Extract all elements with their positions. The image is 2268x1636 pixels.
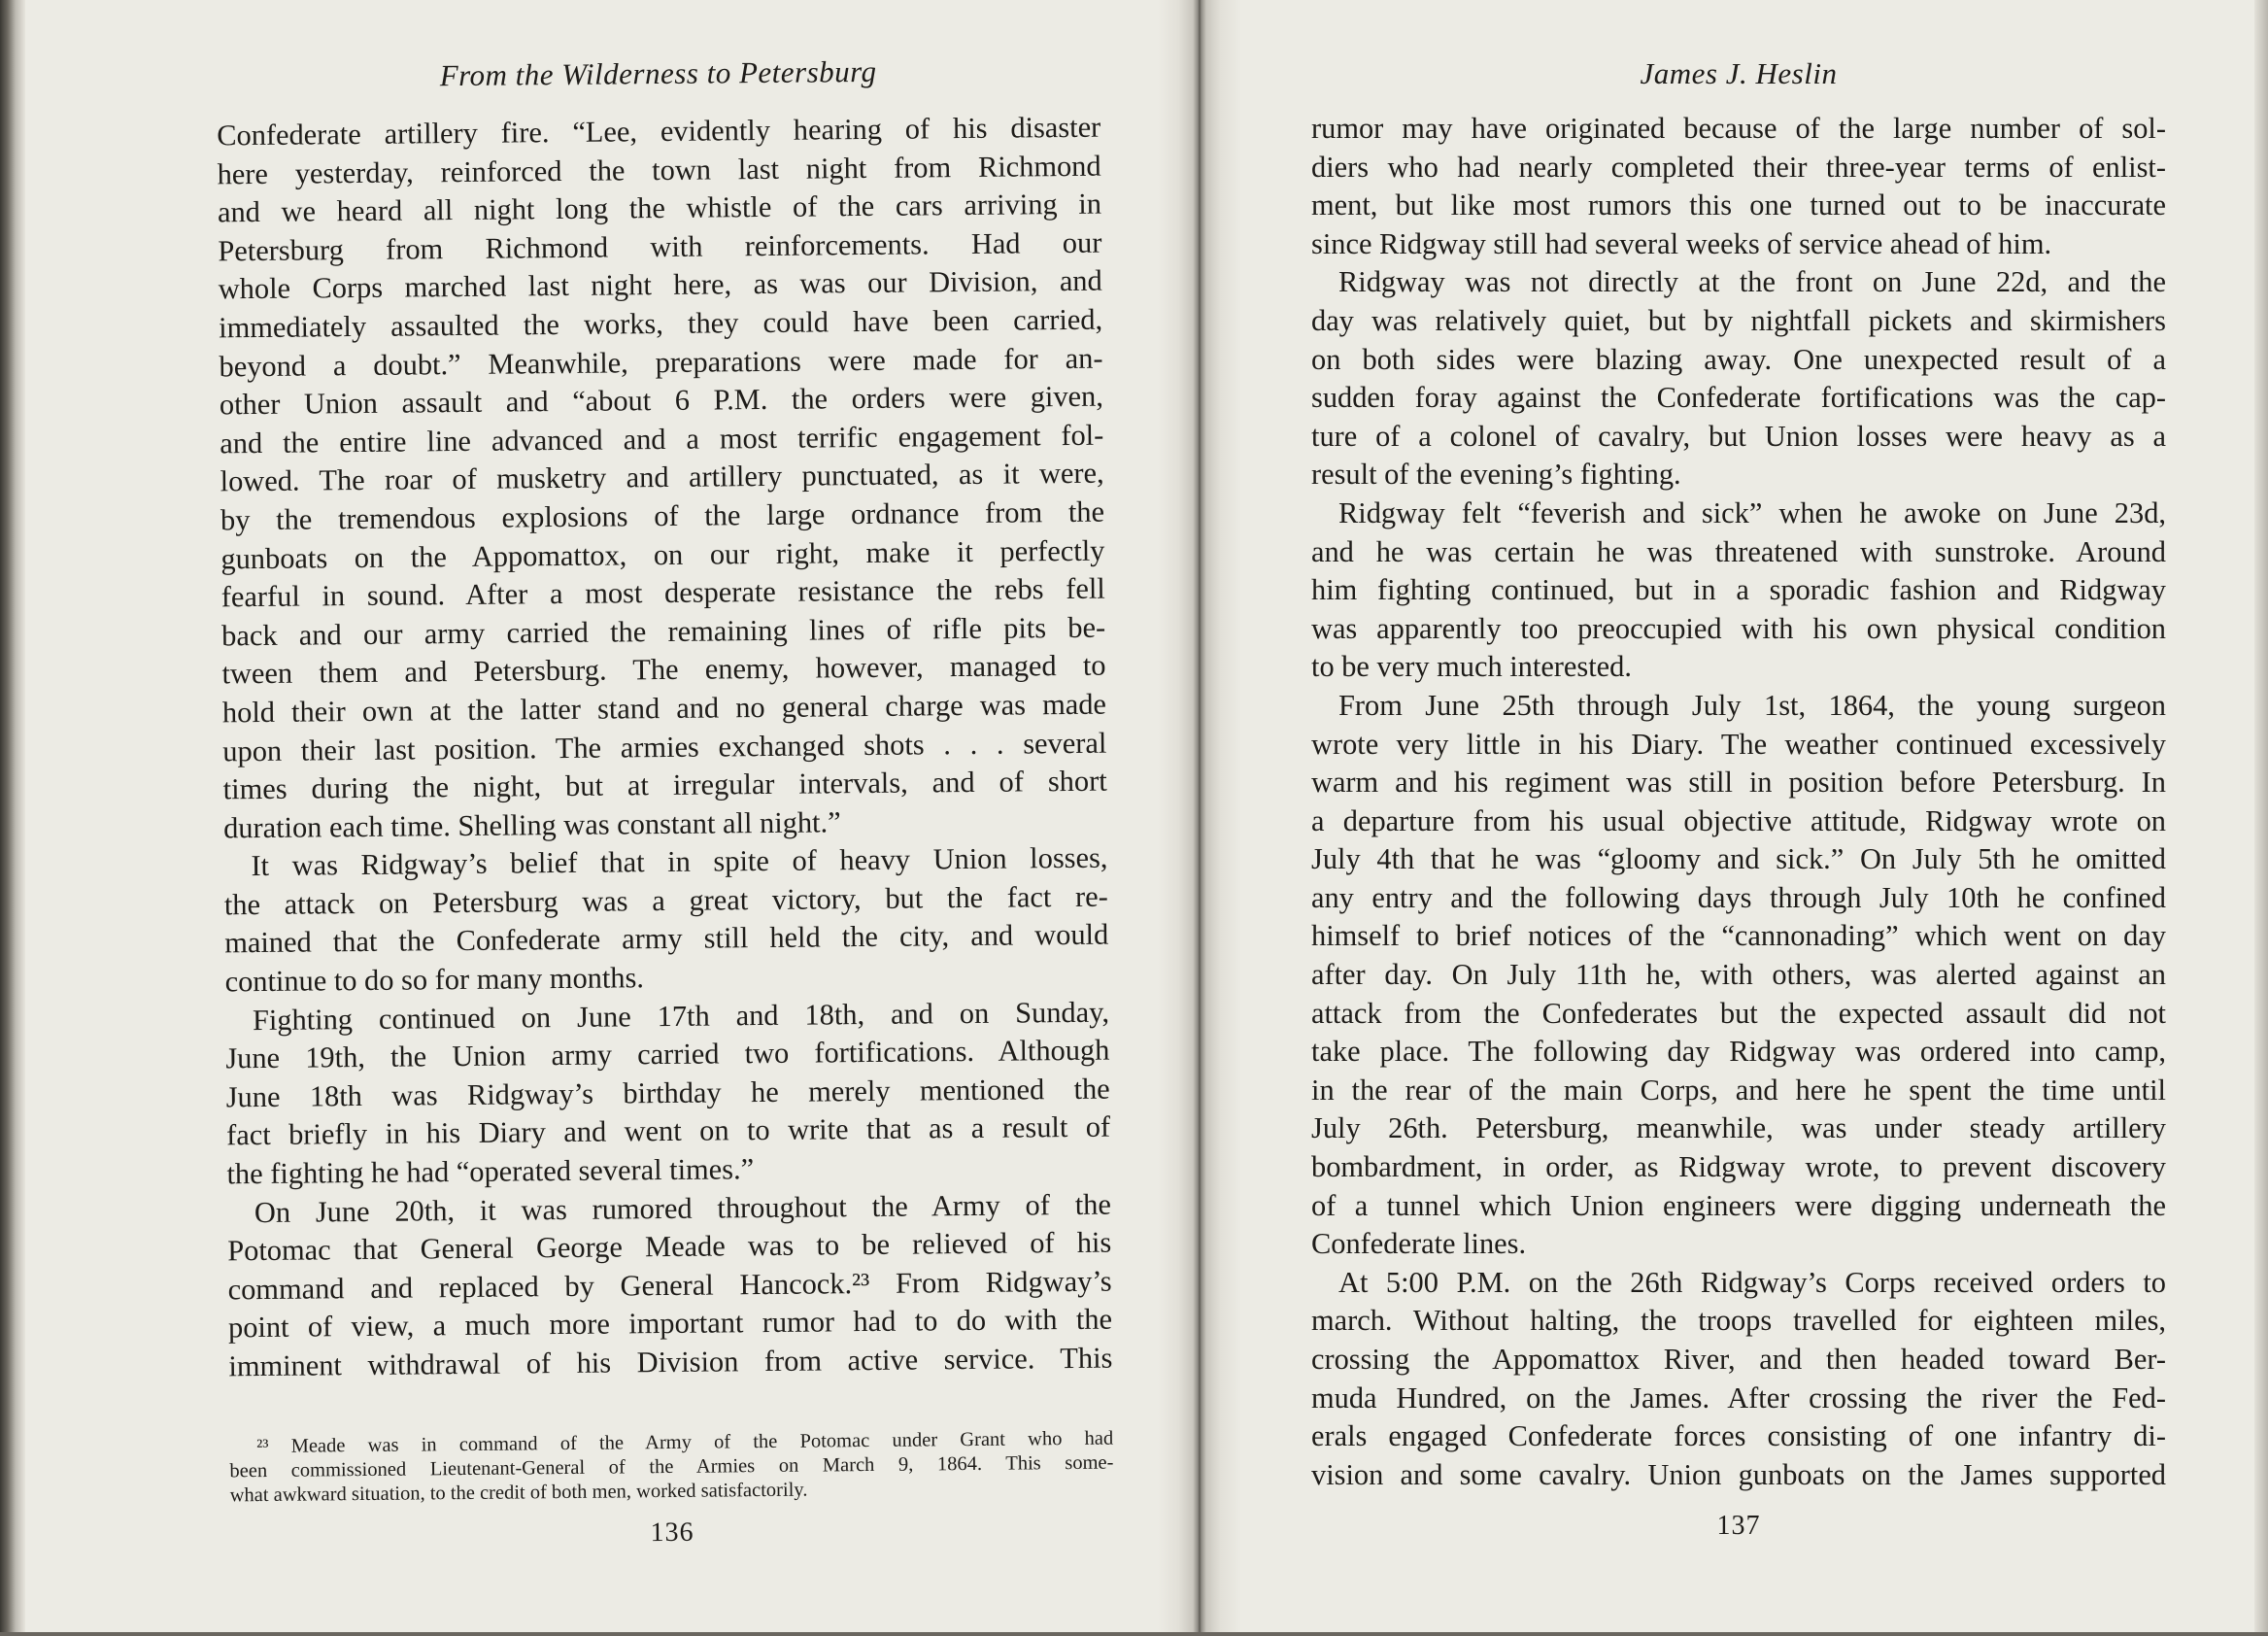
text-line: result of the evening’s fighting. <box>1311 458 1681 492</box>
text-line: since Ridgway still had several weeks of service ahead of him. <box>1311 226 2052 260</box>
text-line: At 5:00 P.M. on the 26th Ridgway’s Corps received orders to <box>1338 1265 2166 1299</box>
text-line: Ridgway was not directly at the front on June 22d, and the <box>1338 265 2166 299</box>
text-line: gunboats on the Appomattox, on our right, make it perfectly <box>220 533 1105 575</box>
text-line: fact briefly in his Diary and went on to write that as a result of <box>225 1110 1111 1152</box>
footnote-line: been commissioned Lieutenant-General of the Armies on March 9, 1864. This some- <box>229 1451 1114 1483</box>
text-line: lowed. The roar of musketry and artillery punctuated, as it were, <box>220 456 1104 498</box>
text-line: immediately assaulted the works, they could have been carried, <box>218 302 1103 345</box>
page-number: 137 <box>1716 1511 1761 1541</box>
text-line: It was Ridgway’s belief that in spite of heavy Union losses, <box>251 840 1108 883</box>
text-line: imminent withdrawal of his Division from active service. This <box>228 1341 1113 1383</box>
text-line: point of view, a much more important rumor had to do with the <box>227 1303 1113 1345</box>
text-line: June 19th, the Union army carried two fortifications. Although <box>225 1033 1110 1075</box>
text-line: Fighting continued on June 17th and 18th, and on Sunday, <box>252 995 1110 1037</box>
text-line: him fighting continued, but in a sporadic fashion and Ridgway <box>1311 573 2166 607</box>
text-line: bombardment, in order, as Ridgway wrote, to prevent discovery <box>1311 1150 2166 1184</box>
body-text <box>1311 110 2166 1494</box>
text-line: warm and his regiment was still in position before Petersburg. In <box>1311 766 2166 800</box>
text-line: on both sides were blazing away. One unexpected result of a <box>1311 342 2166 376</box>
text-line: vision and some cavalry. Union gunboats on the James supported <box>1311 1457 2166 1491</box>
footnote-line: what awkward situation, to the credit of both men, worked satisfactorily. <box>229 1479 808 1507</box>
text-line: duration each time. Shelling was constant all night.” <box>222 804 841 845</box>
body-text <box>217 109 1113 1386</box>
text-line: crossing the Appomattox River, and then headed toward Ber- <box>1311 1343 2166 1376</box>
text-line: was apparently too preoccupied with his own physical condition <box>1311 611 2166 645</box>
book-gutter <box>1158 0 1241 1632</box>
running-head: James J. Heslin <box>1640 56 1838 90</box>
text-line: Confederate lines. <box>1311 1227 1527 1261</box>
text-line: beyond a doubt.” Meanwhile, preparations were made for an- <box>219 341 1103 383</box>
text-line: attack from the Confederates but the expected assault did not <box>1311 996 2166 1030</box>
text-line: command and replaced by General Hancock.²³ From Ridgway’s <box>227 1264 1112 1307</box>
book-edge-right <box>2254 0 2268 1632</box>
text-line: of a tunnel which Union engineers were digging underneath the <box>1311 1188 2166 1222</box>
left-page <box>216 0 1115 1636</box>
book-edge-left <box>0 0 25 1632</box>
footnote-line: ²³ Meade was in command of the Army of the Potomac under Grant who had <box>256 1427 1114 1458</box>
right-page <box>1311 0 2166 1632</box>
text-line: Confederate artillery fire. “Lee, evidently hearing of his disaster <box>217 110 1101 153</box>
text-line: a departure from his usual objective attitude, Ridgway wrote on <box>1311 803 2166 837</box>
footnote <box>229 1427 1114 1509</box>
text-line: the fighting he had “operated several times.” <box>226 1152 755 1191</box>
text-line: Petersburg from Richmond with reinforcements. Had our <box>218 225 1102 268</box>
text-line: back and our army carried the remaining lines of rifle pits be- <box>221 610 1106 653</box>
text-line: other Union assault and “about 6 P.M. the orders were given, <box>219 379 1104 422</box>
text-line: Ridgway felt “feverish and sick” when he awoke on June 23d, <box>1338 495 2166 529</box>
text-line: here yesterday, reinforced the town last night from Richmond <box>217 149 1101 190</box>
text-line: July 4th that he was “gloomy and sick.” On July 5th he omitted <box>1311 842 2166 876</box>
text-line: the attack on Petersburg was a great victory, but the fact re- <box>223 879 1108 922</box>
text-line: On June 20th, it was rumored throughout the Army of the <box>254 1187 1112 1229</box>
text-line: march. Without halting, the troops travelled for eighteen miles, <box>1311 1304 2166 1338</box>
text-line: to be very much interested. <box>1311 650 1632 684</box>
text-line: hold their own at the latter stand and no general charge was made <box>221 687 1107 730</box>
text-line: sudden foray against the Confederate fortifications was the cap- <box>1311 381 2166 415</box>
text-line: muda Hundred, on the James. After crossing the river the Fed- <box>1311 1380 2166 1414</box>
text-line: erals engaged Confederate forces consisting of one infantry di- <box>1311 1419 2166 1453</box>
text-line: whole Corps marched last night here, as was our Division, and <box>218 264 1102 306</box>
text-line: take place. The following day Ridgway was ordered into camp, <box>1311 1035 2166 1069</box>
running-head: From the Wilderness to Petersburg <box>439 53 877 93</box>
text-line: ture of a colonel of cavalry, but Union losses were heavy as a <box>1311 419 2166 453</box>
text-line: himself to brief notices of the “cannonading” which went on day <box>1311 919 2166 953</box>
text-line: From June 25th through July 1st, 1864, the young surgeon <box>1338 688 2166 722</box>
text-line: upon their last position. The armies exchanged shots . . . several <box>222 726 1107 767</box>
text-line: wrote very little in his Diary. The weather continued excessively <box>1311 727 2166 761</box>
text-line: June 18th was Ridgway’s birthday he merely mentioned the <box>225 1072 1110 1114</box>
text-line: and he was certain he was threatened with sunstroke. Around <box>1311 534 2166 568</box>
text-line: Potomac that General George Meade was to be relieved of his <box>227 1225 1112 1268</box>
text-line: continue to do so for many months. <box>224 961 645 999</box>
page-number: 136 <box>650 1517 694 1549</box>
text-line: ment, but like most rumors this one turned out to be inaccurate <box>1311 188 2166 222</box>
text-line: tween them and Petersburg. The enemy, however, managed to <box>221 648 1106 691</box>
text-line: diers who had nearly completed their three-year terms of enlist- <box>1311 150 2166 184</box>
text-line: by the tremendous explosions of the large ordnance from the <box>220 494 1105 537</box>
text-line: after day. On July 11th he, with others, was alerted against an <box>1311 958 2166 992</box>
text-line: fearful in sound. After a most desperate resistance the rebs fell <box>220 571 1105 614</box>
text-line: and we heard all night long the whistle of the cars arriving in <box>217 187 1102 229</box>
text-line: rumor may have originated because of the large number of sol- <box>1311 112 2166 145</box>
text-line: July 26th. Petersburg, meanwhile, was under steady artillery <box>1311 1111 2166 1145</box>
text-line: times during the night, but at irregular intervals, and of short <box>222 764 1107 806</box>
text-line: and the entire line advanced and a most terrific engagement fol- <box>220 418 1104 460</box>
text-line: mained that the Confederate army still held the city, and would <box>224 918 1109 960</box>
text-line: day was relatively quiet, but by nightfall pickets and skirmishers <box>1311 303 2166 337</box>
text-line: in the rear of the main Corps, and here he spent the time until <box>1311 1073 2166 1107</box>
text-line: any entry and the following days through July 10th he confined <box>1311 880 2166 914</box>
